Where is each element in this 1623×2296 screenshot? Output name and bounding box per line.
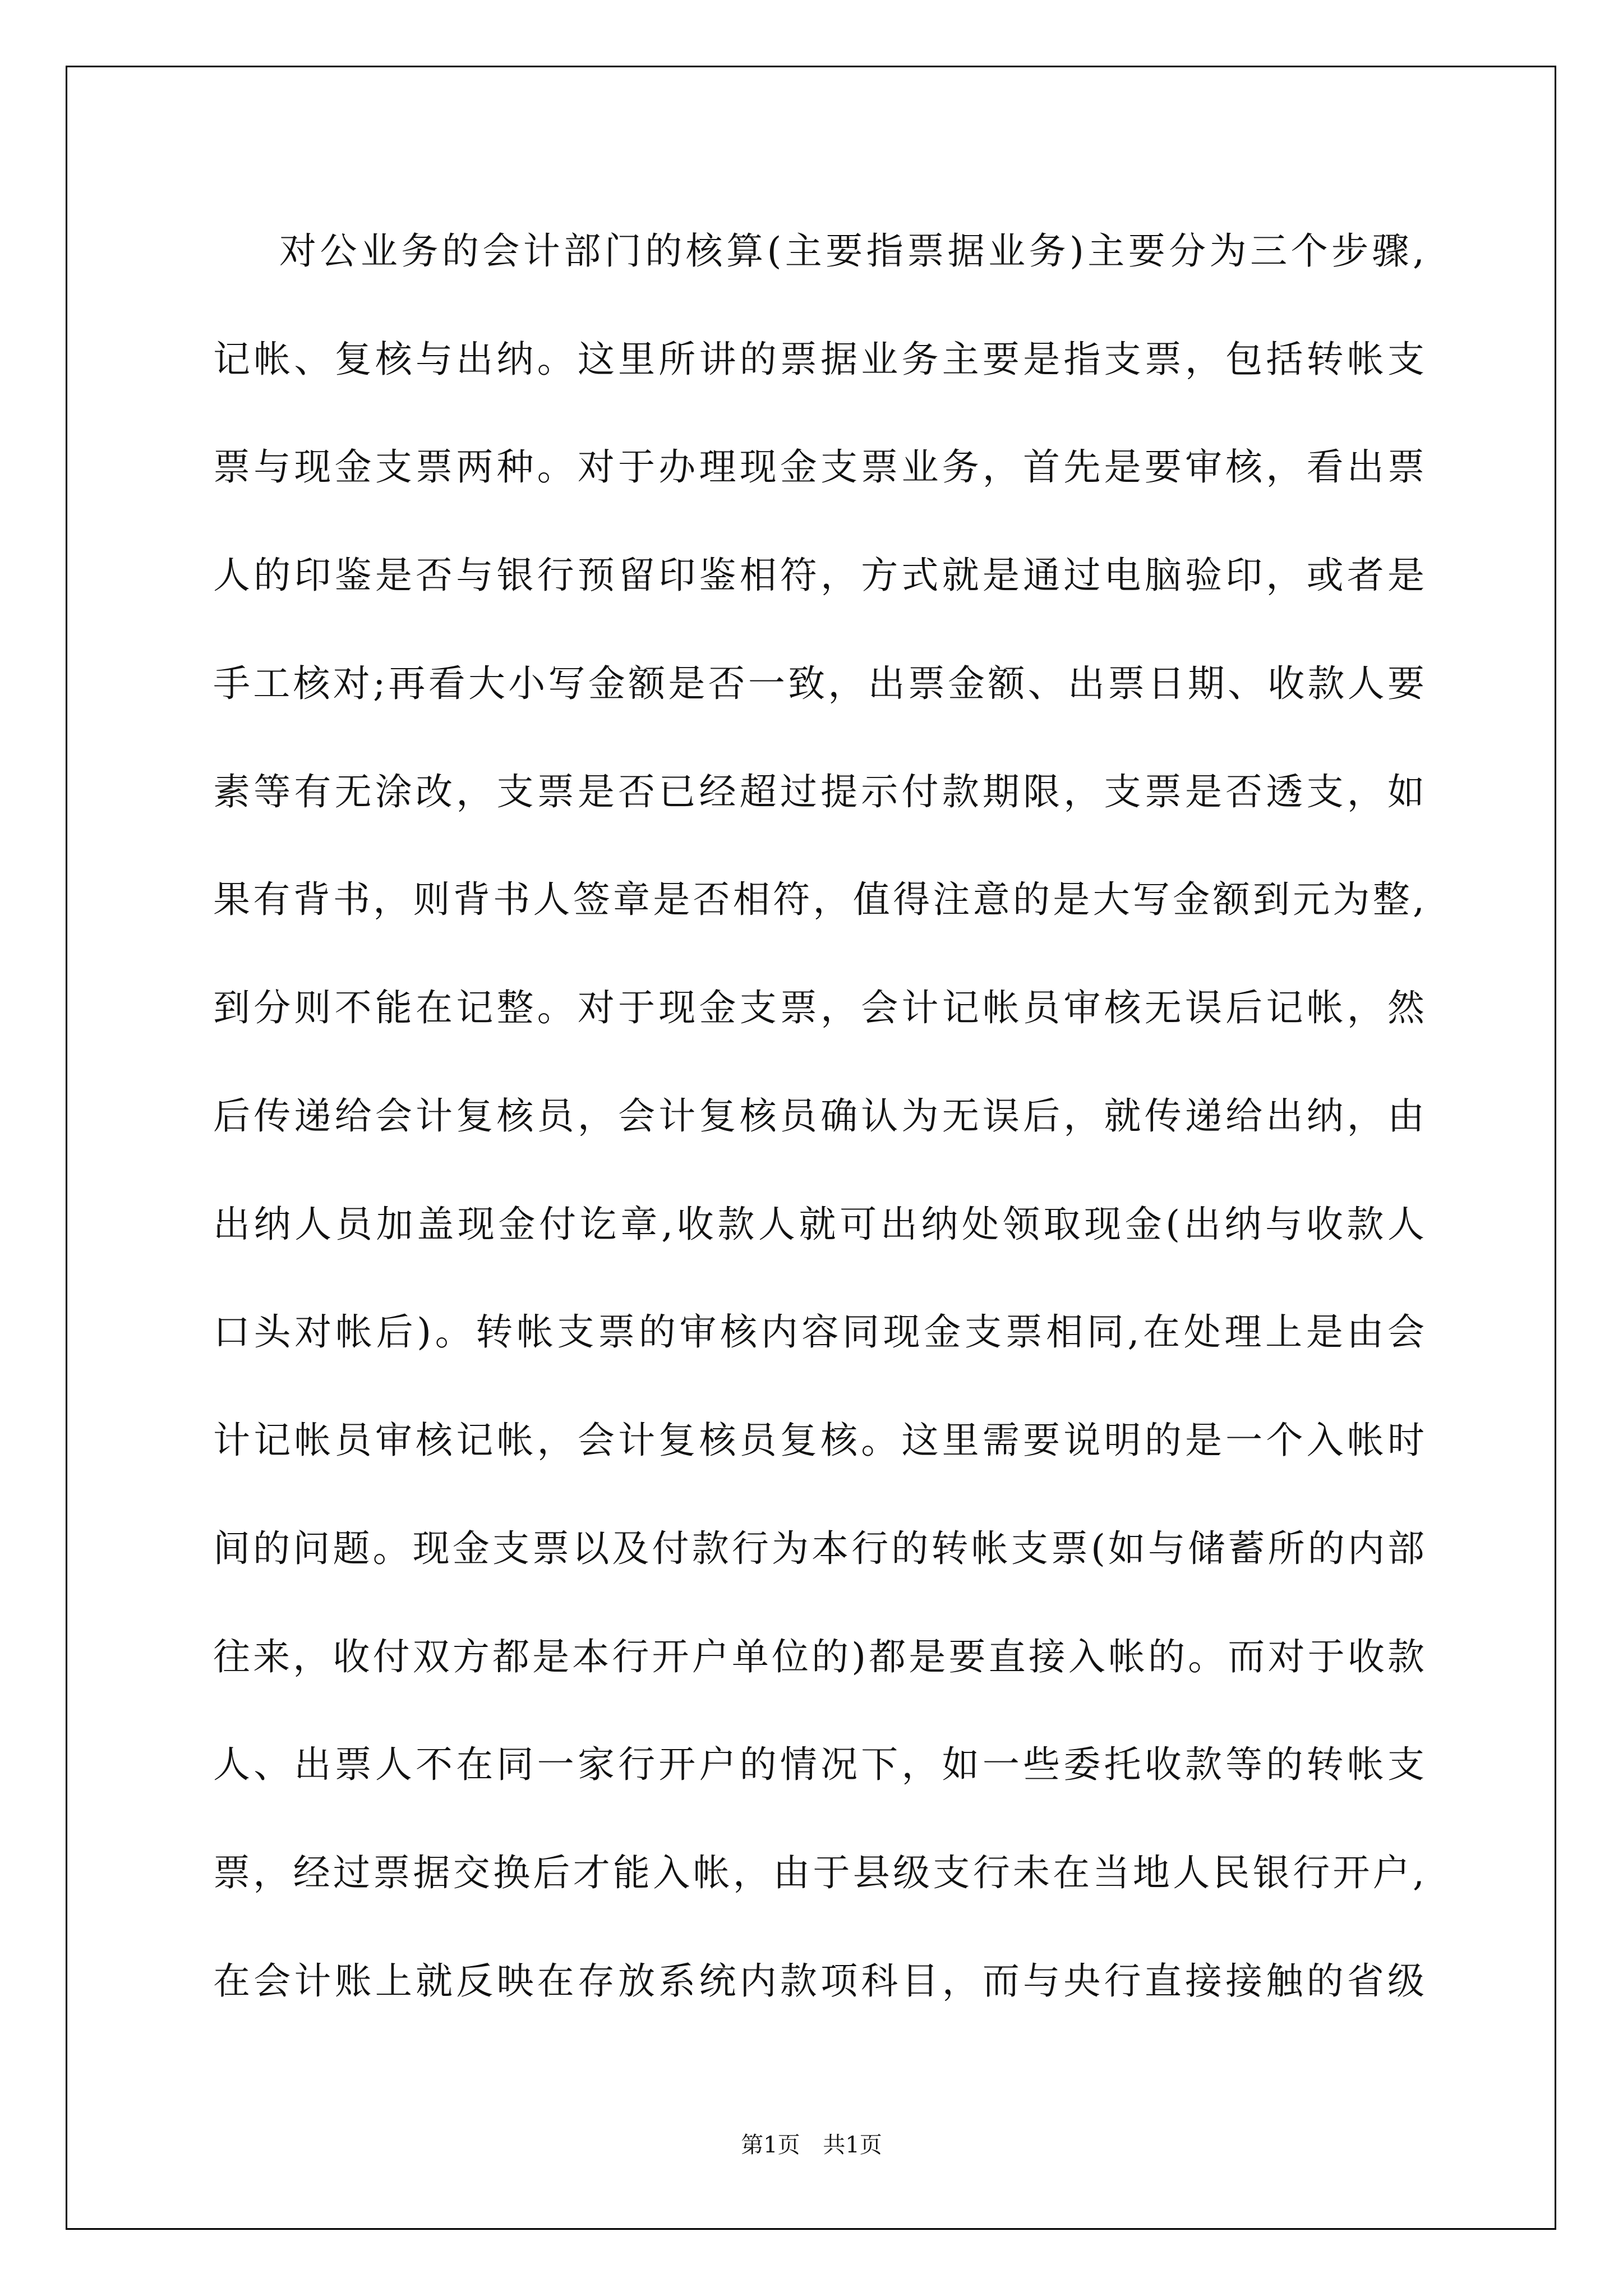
body-text-line: 人的印鉴是否与银行预留印鉴相符，方式就是通过电脑验印，或者是 — [213, 554, 1424, 597]
body-text-line: 素等有无涂改，支票是否已经超过提示付款期限，支票是否透支，如 — [213, 770, 1424, 813]
page-border — [66, 66, 1556, 2230]
body-text-line: 对公业务的会计部门的核算(主要指票据业务)主要分为三个步骤, — [279, 229, 1424, 273]
body-text-line: 票与现金支票两种。对于办理现金支票业务，首先是要审核，看出票 — [213, 445, 1424, 489]
body-text-line: 间的问题。现金支票以及付款行为本行的转帐支票(如与储蓄所的内部 — [213, 1527, 1424, 1570]
body-text-line: 人、出票人不在同一家行开户的情况下，如一些委托收款等的转帐支 — [213, 1743, 1424, 1786]
page-number-total: 共1页 — [823, 2132, 882, 2158]
body-text-line: 口头对帐后)。转帐支票的审核内容同现金支票相同,在处理上是由会 — [213, 1310, 1424, 1354]
page-footer — [0, 2127, 1623, 2159]
body-text-line: 往来，收付双方都是本行开户单位的)都是要直接入帐的。而对于收款 — [213, 1635, 1424, 1678]
page-number-current: 第1页 — [741, 2132, 800, 2158]
body-text-line: 计记帐员审核记帐，会计复核员复核。这里需要说明的是一个入帐时 — [213, 1419, 1424, 1462]
body-text-line: 手工核对;再看大小写金额是否一致，出票金额、出票日期、收款人要 — [213, 662, 1424, 705]
body-text-line: 票，经过票据交换后才能入帐，由于县级支行未在当地人民银行开户, — [213, 1851, 1424, 1894]
body-text-line: 出纳人员加盖现金付讫章,收款人就可出纳处领取现金(出纳与收款人 — [213, 1203, 1424, 1246]
body-text-line: 果有背书，则背书人签章是否相符，值得注意的是大写金额到元为整, — [213, 878, 1424, 921]
body-text-line: 记帐、复核与出纳。这里所讲的票据业务主要是指支票，包括转帐支 — [213, 338, 1424, 381]
body-text-line: 后传递给会计复核员，会计复核员确认为无误后，就传递给出纳，由 — [213, 1094, 1424, 1138]
body-text-line: 在会计账上就反映在存放系统内款项科目，而与央行直接接触的省级 — [213, 1959, 1424, 2003]
body-text-line: 到分则不能在记整。对于现金支票，会计记帐员审核无误后记帐，然 — [213, 986, 1424, 1029]
